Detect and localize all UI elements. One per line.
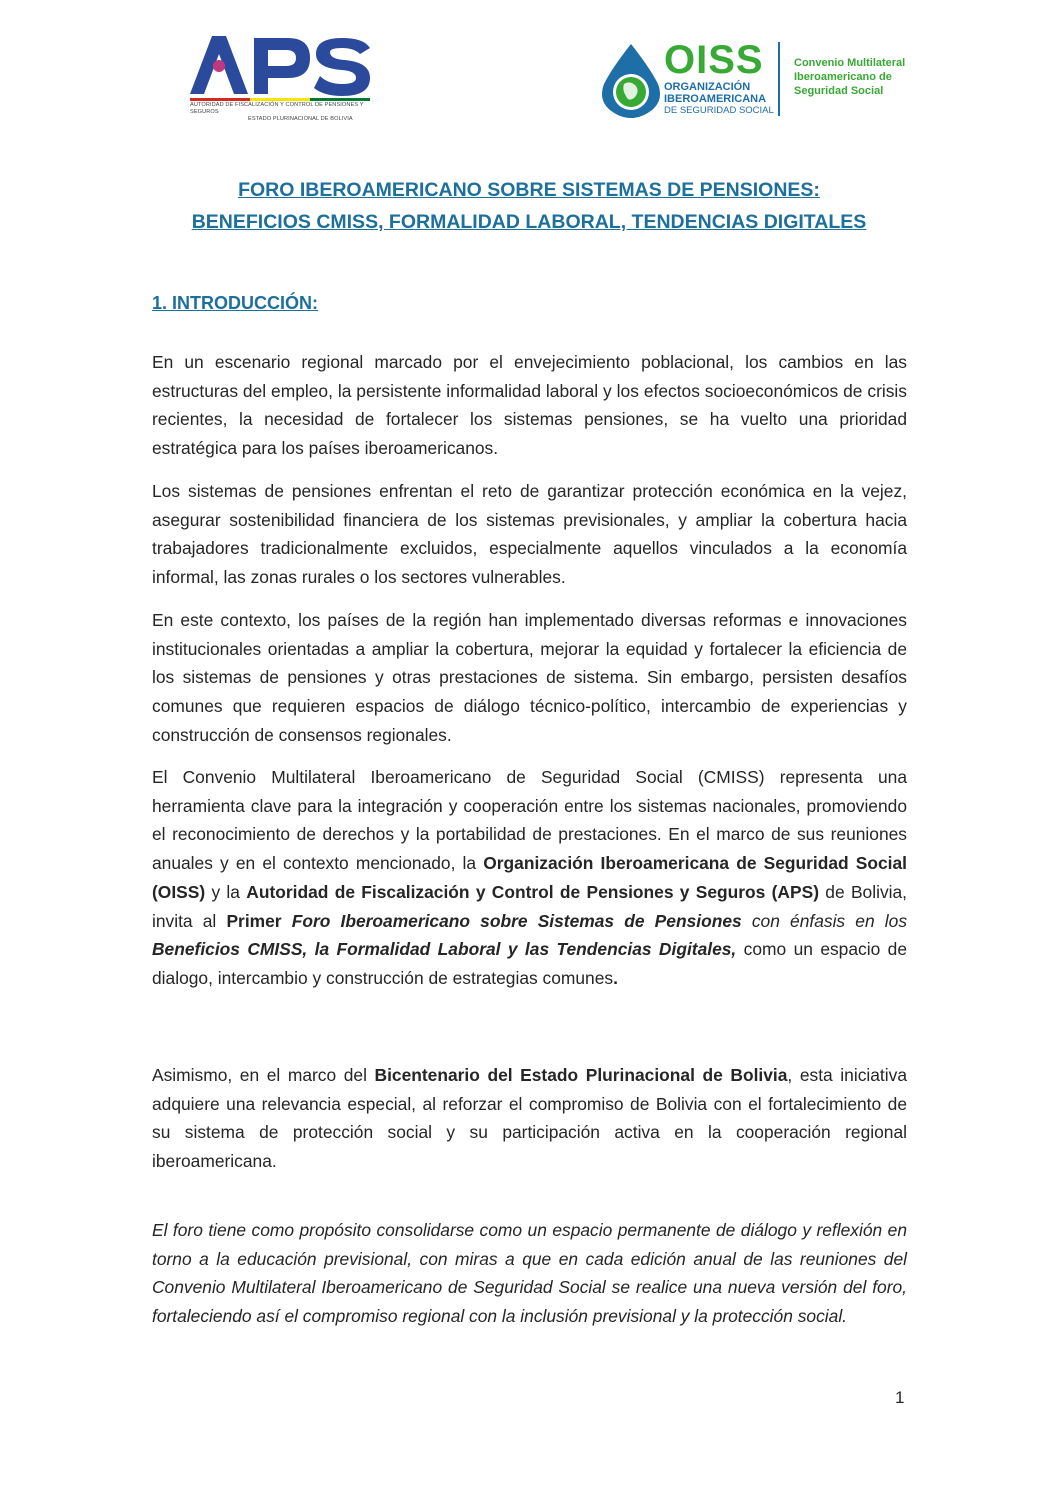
oiss-sub-line3: DE SEGURIDAD SOCIAL <box>664 105 774 116</box>
paragraph-1: En un escenario regional marcado por el envejecimiento poblacional, los cambios en las estructuras del empleo, la persistente informalidad laboral y los efectos socioeconómicos de crisis recientes, la necesidad de fortalecer los sistemas pensiones, se ha vuelto una prioridad estratégica para los países iberoamericanos. <box>152 352 907 459</box>
paragraph-6: El foro tiene como propósito consolidarse como un espacio permanente de diálogo y reflexión en torno a la educación previsional, con miras a que en cada edición anual de las reuniones del Convenio Multilateral Iberoamericano de Seguridad Social se realice una nueva versión del foro, fortaleciendo así el compromiso regional con la inclusión previsional y la protección social. <box>152 1220 907 1327</box>
p4-themes: Beneficios CMISS, la Formalidad Laboral y las Tendencias Digitales, <box>152 939 737 960</box>
p4-text-j: como un espacio de dialogo, intercambio y construcción de estrategias comunes <box>152 939 907 988</box>
convenio-line1: Convenio Multilateral <box>794 57 906 69</box>
oiss-sub-line1: ORGANIZACIÓN <box>664 81 751 93</box>
aps-logo-mark <box>188 32 378 104</box>
oiss-subtitle <box>664 82 774 117</box>
oiss-divider <box>778 42 780 116</box>
oiss-logo-text: OISS <box>664 38 764 82</box>
p4-text-e: de Bolivia, invita al <box>152 881 908 931</box>
oiss-logo <box>598 38 928 120</box>
p4-forum-name: Foro Iberoamericano sobre Sistemas de Pensiones <box>281 910 742 931</box>
convenio-line3: Seguridad Social <box>794 85 884 97</box>
p4-text-h: con énfasis en los <box>741 910 908 931</box>
oiss-sub-line2: IBEROAMERICANA <box>664 92 767 105</box>
p4-period: . <box>613 967 618 988</box>
p5-text-c: , esta iniciativa adquiere una relevancia especial, al reforzar el compromiso de Bolivia con el fortalecimiento de su sistema de protección social y su participación activa en la cooperación regional iberoamericana. <box>152 1065 907 1172</box>
document-title-line1: FORO IBEROAMERICANO SOBRE SISTEMAS DE PENSIONES: <box>238 179 820 201</box>
convenio-label <box>794 56 934 98</box>
p4-text-a: El Convenio Multilateral Iberoamericano de Seguridad Social (CMISS) representa una herramienta clave para la integración y cooperación entre los sistemas nacionales, promoviendo el reconocimiento de derechos y la portabilidad de prestaciones. En el marco de sus reuniones anuales y en el contexto mencionado, la <box>152 767 907 874</box>
aps-caption <box>190 102 380 123</box>
page-number: 1 <box>895 1388 905 1407</box>
p4-aps-name: Autoridad de Fiscalización y Control de Pensiones y Seguros (APS) <box>246 881 819 902</box>
p4-text-c: y la <box>205 881 247 902</box>
section-heading: 1. INTRODUCCIÓN: <box>152 293 318 313</box>
aps-caption-line2: ESTADO PLURINACIONAL DE BOLIVIA <box>248 116 353 122</box>
document-title <box>100 174 958 238</box>
oiss-drop-icon <box>598 42 664 118</box>
p5-bicentenario: Bicentenario del Estado Plurinacional de Bolivia <box>374 1065 788 1085</box>
p4-oiss-name: Organización Iberoamericana de Seguridad Social (OISS) <box>152 853 908 902</box>
p5-text-a: Asimismo, en el marco del <box>152 1065 375 1085</box>
paragraph-2: Los sistemas de pensiones enfrentan el reto de garantizar protección económica en la vejez, asegurar sostenibilidad financiera de los sistemas previsionales, y ampliar la cobertura hacia trabajadores tradicionalmente excluidos, especialmente aquellos vinculados a la economía informal, las zonas rurales o los sectores vulnerables. <box>152 481 907 588</box>
convenio-line2: Iberoamericano de <box>794 71 892 83</box>
paragraph-5 <box>152 1061 907 1176</box>
document-title-line2: BENEFICIOS CMISS, FORMALIDAD LABORAL, TENDENCIAS DIGITALES <box>191 211 867 233</box>
p4-primer: Primer <box>226 910 282 931</box>
paragraph-3: En este contexto, los países de la región han implementado diversas reformas e innovaciones institucionales orientadas a ampliar la cobertura, mejorar la equidad y fortalecer la eficiencia de los sistemas de pensiones y otras prestaciones de sistema. Sin embargo, persisten desafíos comunes que requieren espacios de diálogo técnico-político, intercambio de experiencias y construcción de consensos regionales. <box>152 610 907 745</box>
paragraph-4 <box>152 763 907 993</box>
aps-caption-line1: AUTORIDAD DE FISCALIZACIÓN Y CONTROL DE PENSIONES Y SEGUROS <box>190 102 364 115</box>
